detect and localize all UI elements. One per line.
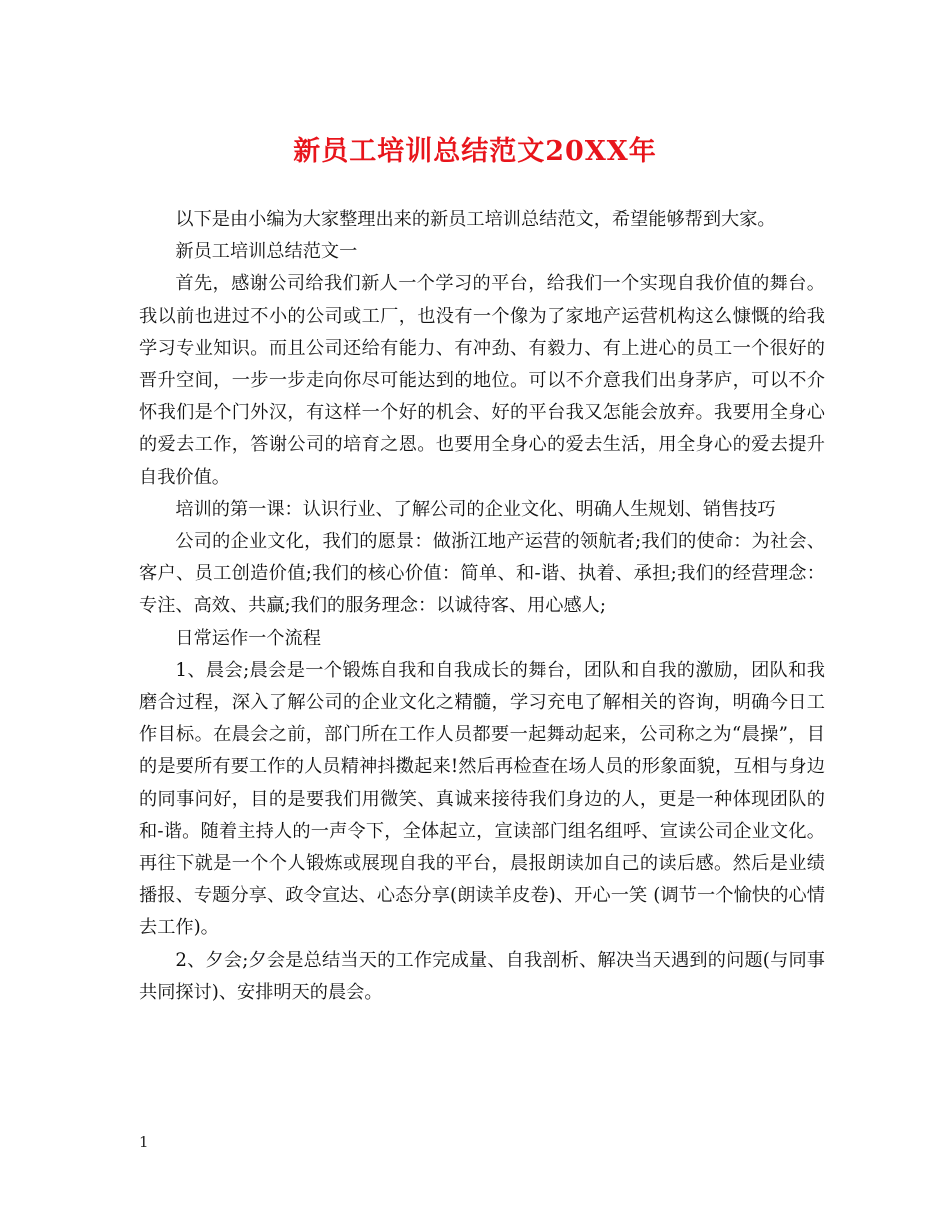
document-body (139, 204, 825, 1009)
document-title: 新员工培训总结范文20XX年 (293, 136, 657, 167)
paragraph-morning-meeting: 1、晨会;晨会是一个锻炼自我和自我成长的舞台，团队和自我的激励，团队和我磨合过程，深入了解公司的企业文化之精髓，学习充电了解相关的咨询，明确今日工作目标。在晨会之前，部门所在工作人员都要一起舞动起来，公司称之为“晨操”，目的是要所有要工作的人员精神抖擞起来!然后再检查在场人员的形象面貌，互相与身边的同事问好，目的是要我们用微笑、真诚来接待我们身边的人，更是一种体现团队的和-谐。随着主持人的一声令下，全体起立，宣读部门组名组呼、宣读公司企业文化。再往下就是一个个人锻炼或展现自我的平台，晨报朗读加自己的读后感。然后是业绩播报、专题分享、政令宣达、心态分享(朗读羊皮卷)、开心一笑 (调节一个愉快的心情去工作)。 (139, 659, 825, 939)
paragraph-corporate-culture: 公司的企业文化，我们的愿景：做浙江地产运营的领航者;我们的使命：为社会、客户、员工创造价值;我们的核心价值：简单、和-谐、执着、承担;我们的经营理念：专注、高效、共赢;我们的服务理念：以诚待客、用心感人; (139, 531, 825, 617)
paragraph-section-heading: 新员工培训总结范文一 (175, 241, 358, 263)
paragraph-intro: 以下是由小编为大家整理出来的新员工培训总结范文，希望能够帮到大家。 (175, 209, 776, 230)
paragraph-first-lesson: 培训的第一课：认识行业、了解公司的企业文化、明确人生规划、销售技巧 (175, 498, 776, 520)
paragraph-thanks: 首先，感谢公司给我们新人一个学习的平台，给我们一个实现自我价值的舞台。我以前也进过不小的公司或工厂，也没有一个像为了家地产运营机构这么慷慨的给我学习专业知识。而且公司还给有能力、有冲劲、有毅力、有上进心的员工一个很好的晋升空间，一步一步走向你尽可能达到的地位。可以不介意我们出身茅庐，可以不介怀我们是个门外汉，有这样一个好的机会、好的平台我又怎能会放弃。我要用全身心的爱去工作，答谢公司的培育之恩。也要用全身心的爱去生活，用全身心的爱去提升自我价值。 (139, 273, 825, 488)
paragraph-daily-process: 日常运作一个流程 (175, 627, 321, 649)
page-number: 1 (139, 1133, 149, 1151)
paragraph-evening-meeting: 2、夕会;夕会是总结当天的工作完成量、自我剖析、解决当天遇到的问题(与同事共同探讨)、安排明天的晨会。 (139, 949, 825, 1003)
